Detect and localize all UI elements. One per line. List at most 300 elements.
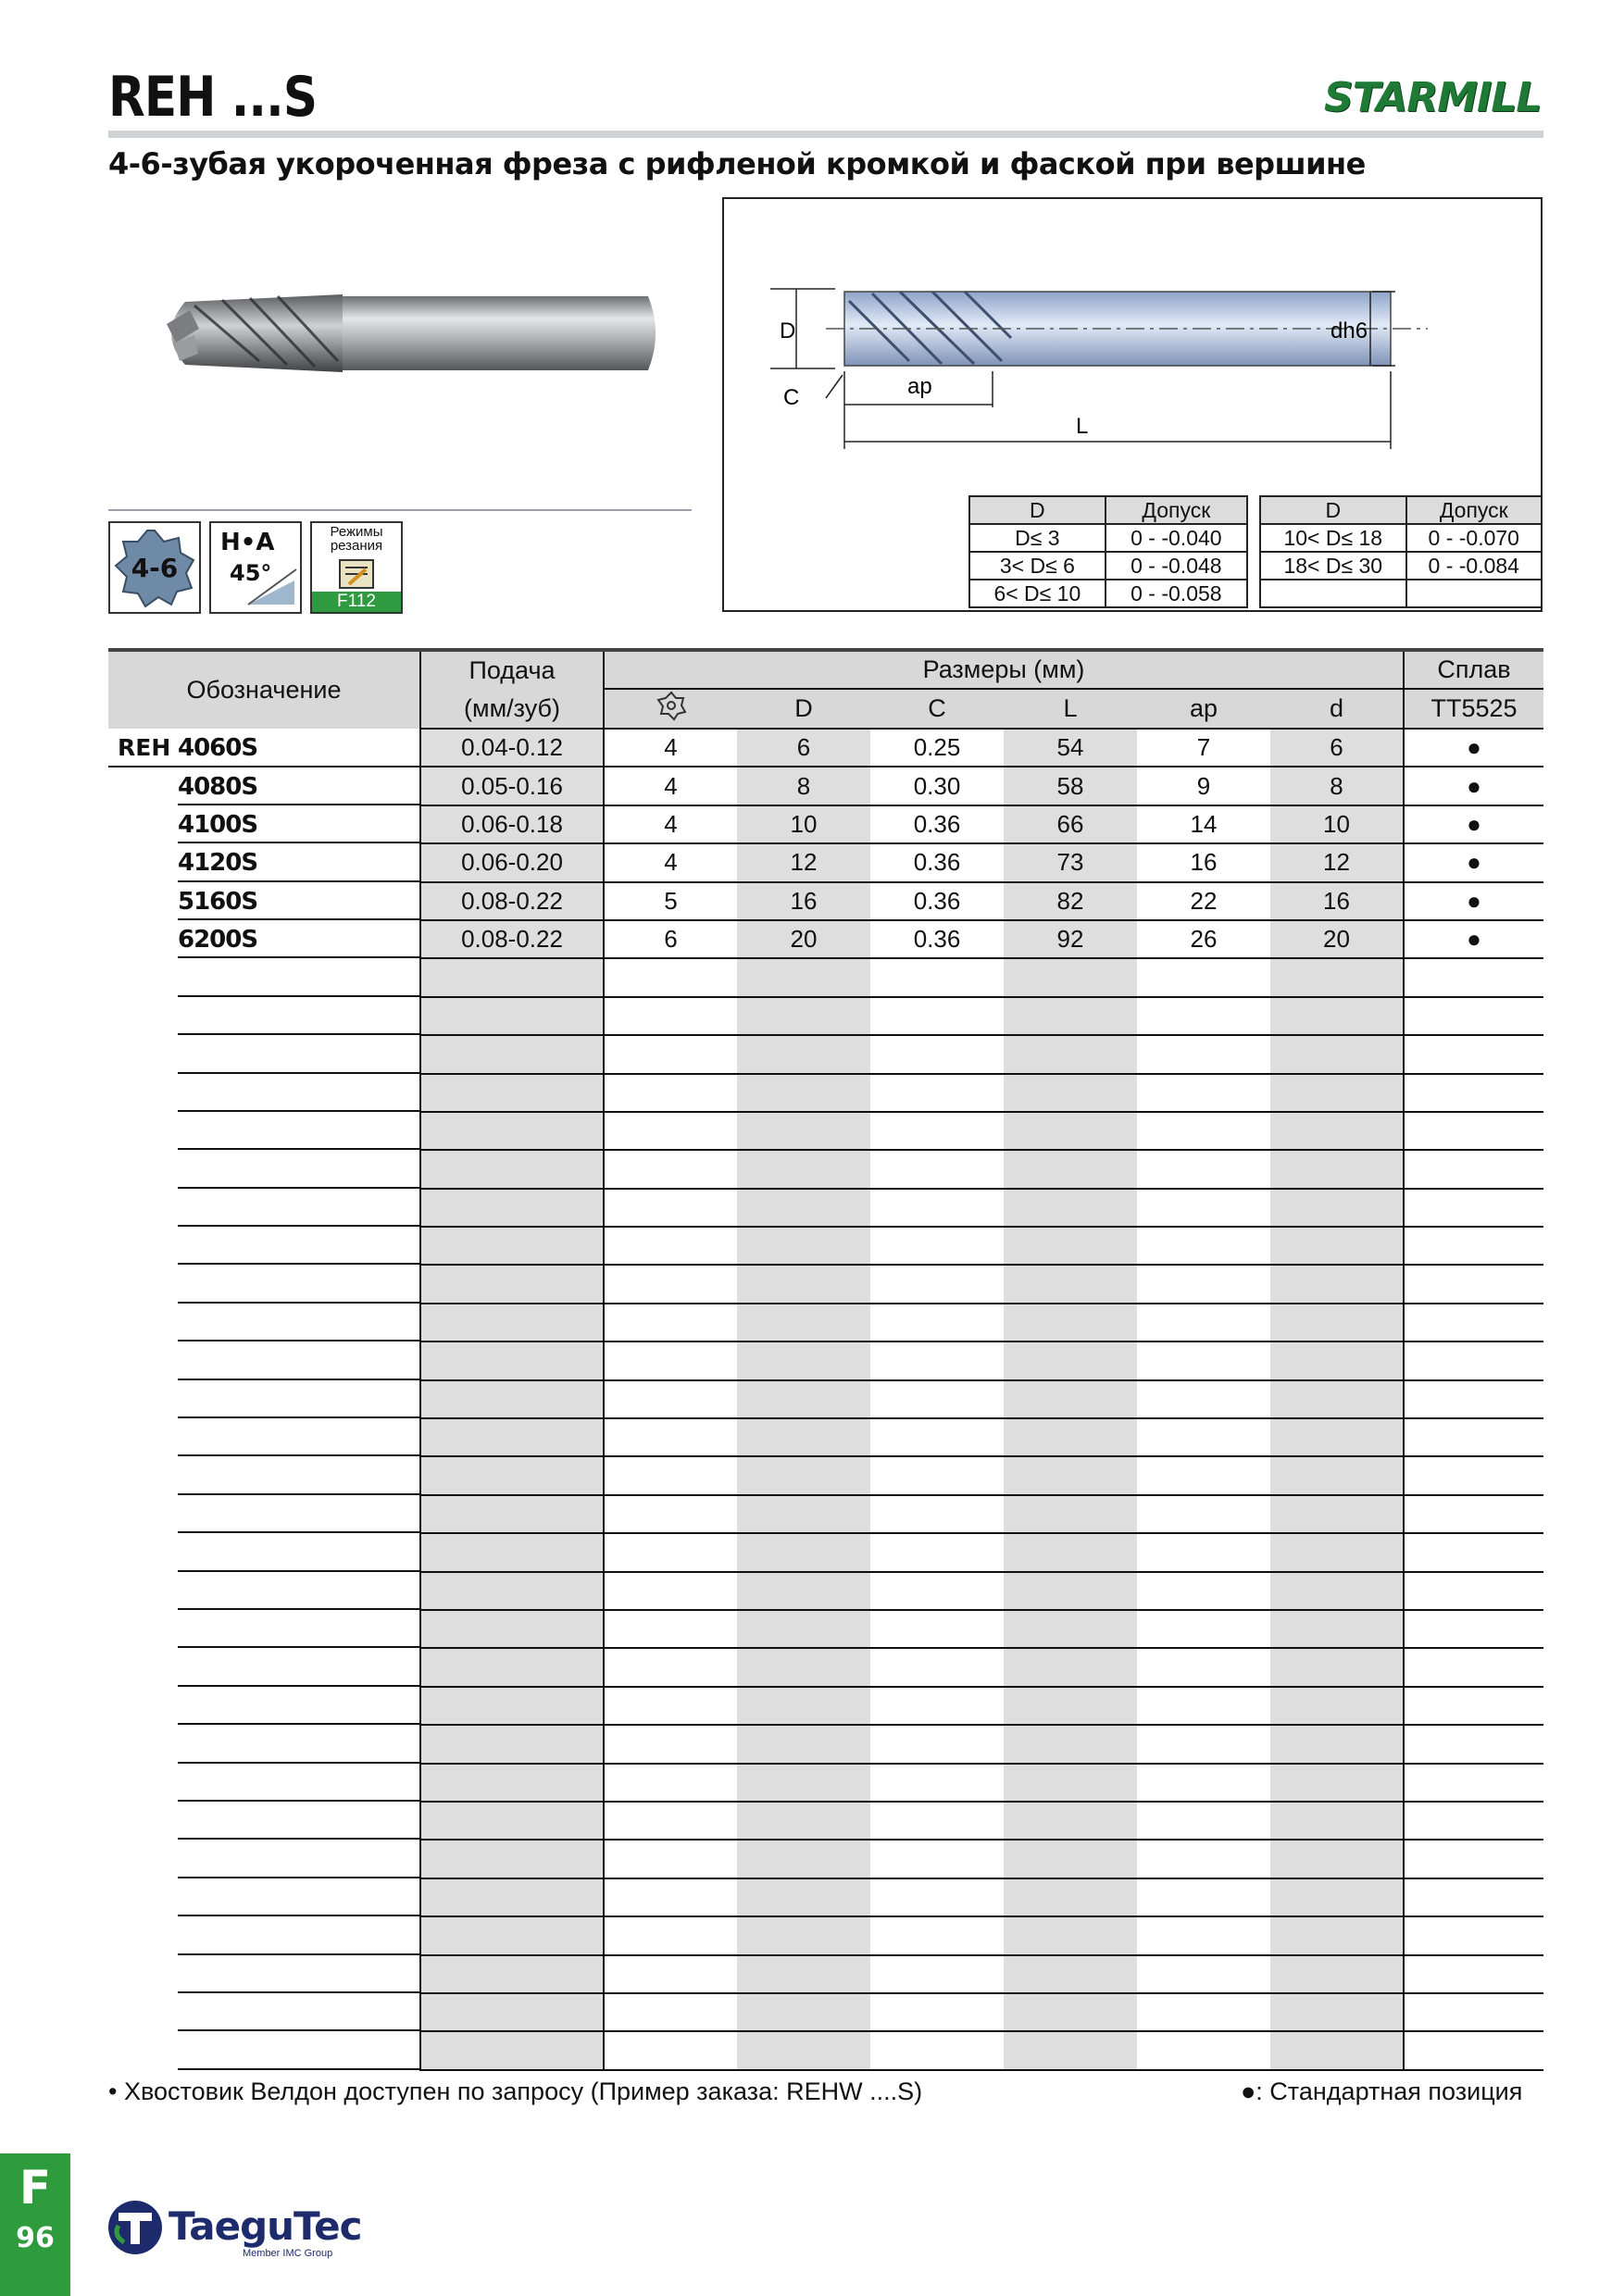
feed-cell — [420, 1840, 604, 1878]
dimension-cell-ap — [1137, 1189, 1270, 1227]
dimension-cell-z — [604, 1495, 737, 1533]
designation-cell — [108, 1074, 420, 1112]
feed-cell — [420, 2031, 604, 2069]
dimension-cell-C — [870, 1304, 1004, 1341]
dimension-cell-d — [1270, 1265, 1404, 1303]
flute-count-label: 4-6 — [131, 553, 179, 583]
product-code: 6200S — [178, 926, 258, 955]
dimension-cell-z — [604, 1993, 737, 2031]
table-row — [108, 1725, 1543, 1763]
dimension-cell-C — [870, 1878, 1004, 1916]
feed-cell — [420, 1456, 604, 1494]
dimension-cell-d — [1270, 1878, 1404, 1916]
stock-indicator: ● — [1404, 729, 1543, 767]
designation-cell — [108, 1533, 420, 1571]
dimension-cell-d — [1270, 1380, 1404, 1418]
feed-cell: 0.05-0.16 — [420, 767, 604, 805]
dimension-cell-C — [870, 1227, 1004, 1265]
feed-cell — [420, 1150, 604, 1188]
dimension-cell-z — [604, 1150, 737, 1188]
feed-cell — [420, 1112, 604, 1150]
dimension-cell-C: 0.30 — [870, 767, 1004, 805]
dimension-cell-D — [737, 2031, 870, 2069]
stock-indicator — [1404, 1687, 1543, 1725]
dimension-cell-L — [1004, 1916, 1137, 1954]
dimension-cell-L — [1004, 2031, 1137, 2069]
designation-cell — [108, 1304, 420, 1341]
dimension-cell-z — [604, 1802, 737, 1840]
stock-indicator — [1404, 2031, 1543, 2069]
dimension-cell-L: 92 — [1004, 920, 1137, 958]
stock-indicator: ● — [1404, 805, 1543, 843]
dimension-cell-L: 73 — [1004, 843, 1137, 881]
dimension-cell-D — [737, 1764, 870, 1802]
feed-cell — [420, 1687, 604, 1725]
dimension-cell-z — [604, 1112, 737, 1150]
table-row — [108, 1418, 1543, 1456]
dimension-cell-C — [870, 1687, 1004, 1725]
dimension-cell-C — [870, 958, 1004, 996]
dimension-cell-ap — [1137, 1955, 1270, 1993]
stock-indicator — [1404, 1265, 1543, 1303]
product-code: 4080S — [178, 773, 258, 802]
dimension-cell-D — [737, 1916, 870, 1954]
stock-indicator — [1404, 1074, 1543, 1112]
dimension-cell-D — [737, 1112, 870, 1150]
stock-indicator — [1404, 1304, 1543, 1341]
table-row — [108, 1648, 1543, 1686]
table-row — [108, 1074, 1543, 1112]
tool-drawing — [724, 199, 1541, 495]
feed-cell — [420, 1074, 604, 1112]
dimension-cell-L — [1004, 1840, 1137, 1878]
designation-cell — [108, 1265, 420, 1303]
cutting-conditions-code: F112 — [312, 592, 401, 612]
dimension-cell-d: 8 — [1270, 767, 1404, 805]
header-feed-unit: (мм/зуб) — [420, 689, 604, 729]
header-col-D: D — [737, 689, 870, 729]
dimension-cell-ap — [1137, 1533, 1270, 1571]
dimension-cell-ap — [1137, 1150, 1270, 1188]
stock-indicator — [1404, 1802, 1543, 1840]
section-tab — [0, 2153, 70, 2296]
dimension-cell-ap: 14 — [1137, 805, 1270, 843]
dimension-cell-z — [604, 1610, 737, 1648]
dimension-cell-d — [1270, 1572, 1404, 1610]
end-mill-photo — [148, 268, 667, 398]
dimension-cell-C — [870, 2031, 1004, 2069]
dimension-cell-d — [1270, 1648, 1404, 1686]
dimension-cell-ap — [1137, 1035, 1270, 1073]
dimension-cell-L — [1004, 1341, 1137, 1379]
dimension-cell-z — [604, 1725, 737, 1763]
table-row — [108, 1916, 1543, 1954]
header-dimensions: Размеры (мм) — [604, 650, 1404, 689]
designation-cell — [108, 1802, 420, 1840]
dimension-cell-C — [870, 1725, 1004, 1763]
designation-cell — [108, 1035, 420, 1073]
dimension-cell-C: 0.36 — [870, 843, 1004, 881]
dimension-cell-d — [1270, 1725, 1404, 1763]
dimension-cell-D: 8 — [737, 767, 870, 805]
dimension-cell-d — [1270, 1150, 1404, 1188]
dimension-cell-C: 0.36 — [870, 882, 1004, 920]
dimension-cell-d — [1270, 1533, 1404, 1571]
feed-cell — [420, 1916, 604, 1954]
company-name: TaeguTec — [169, 2203, 362, 2249]
designation-cell — [108, 882, 420, 920]
designation-cell — [108, 1648, 420, 1686]
designation-cell — [108, 767, 420, 805]
dimension-cell-C — [870, 1802, 1004, 1840]
dimension-cell-ap — [1137, 958, 1270, 996]
stock-indicator — [1404, 1840, 1543, 1878]
dimension-cell-ap — [1137, 1687, 1270, 1725]
dimension-cell-d — [1270, 1418, 1404, 1456]
dimension-cell-L — [1004, 997, 1137, 1035]
designation-cell — [108, 1955, 420, 1993]
flute-count-icon — [108, 521, 201, 614]
dimension-cell-ap — [1137, 2031, 1270, 2069]
icons-rule — [108, 509, 692, 511]
dimension-cell-L — [1004, 1610, 1137, 1648]
table-row — [108, 1955, 1543, 1993]
dimension-cell-d — [1270, 1955, 1404, 1993]
dimension-cell-D — [737, 1610, 870, 1648]
dimension-cell-D — [737, 1304, 870, 1341]
company-subtitle: Member IMC Group — [243, 2248, 333, 2259]
dimension-cell-d — [1270, 1074, 1404, 1112]
dimension-cell-z — [604, 2031, 737, 2069]
header-col-ap: ap — [1137, 689, 1270, 729]
dimension-cell-ap — [1137, 1993, 1270, 2031]
dimension-cell-C — [870, 1572, 1004, 1610]
dimension-cell-d — [1270, 2031, 1404, 2069]
stock-indicator — [1404, 958, 1543, 996]
dimension-cell-C: 0.25 — [870, 729, 1004, 767]
table-row — [108, 729, 1543, 767]
angle-icon — [211, 523, 300, 612]
dimension-cell-L — [1004, 1189, 1137, 1227]
dimension-cell-z — [604, 1418, 737, 1456]
book-icon — [338, 558, 375, 590]
designation-cell — [108, 1227, 420, 1265]
designation-cell — [108, 1341, 420, 1379]
dimension-cell-ap — [1137, 1265, 1270, 1303]
stock-indicator: ● — [1404, 920, 1543, 958]
feed-cell — [420, 1418, 604, 1456]
dimension-cell-L — [1004, 1495, 1137, 1533]
dimension-cell-z — [604, 1648, 737, 1686]
dimension-cell-D — [737, 1878, 870, 1916]
series-prefix: REH — [118, 733, 171, 761]
dimension-cell-d — [1270, 1764, 1404, 1802]
feed-cell: 0.06-0.18 — [420, 805, 604, 843]
dimension-cell-L — [1004, 1112, 1137, 1150]
dimension-cell-z — [604, 1840, 737, 1878]
table-row — [108, 1265, 1543, 1303]
feed-cell — [420, 1533, 604, 1571]
dimension-cell-d: 16 — [1270, 882, 1404, 920]
product-code: 4120S — [178, 849, 258, 878]
cutting-conditions-icon[interactable] — [310, 521, 403, 614]
designation-cell — [108, 1610, 420, 1648]
dimension-cell-z — [604, 997, 737, 1035]
dimension-cell-z — [604, 1955, 737, 1993]
designation-cell — [108, 1418, 420, 1456]
dimension-cell-D — [737, 958, 870, 996]
dimension-cell-z — [604, 1227, 737, 1265]
header-grade: TT5525 — [1404, 689, 1543, 729]
header-alloy: Сплав — [1404, 650, 1543, 689]
product-code: 4100S — [178, 810, 258, 839]
dimension-cell-C — [870, 1610, 1004, 1648]
dimension-cell-ap — [1137, 1227, 1270, 1265]
feed-cell: 0.06-0.20 — [420, 843, 604, 881]
dimension-cell-d — [1270, 1112, 1404, 1150]
dimension-cell-C — [870, 1456, 1004, 1494]
stock-indicator — [1404, 1189, 1543, 1227]
dimension-cell-L — [1004, 1802, 1137, 1840]
dimension-cell-d — [1270, 958, 1404, 996]
dimension-cell-L — [1004, 1533, 1137, 1571]
table-row — [108, 1495, 1543, 1533]
dimension-cell-ap: 26 — [1137, 920, 1270, 958]
dimension-cell-D — [737, 1456, 870, 1494]
dimension-cell-D: 12 — [737, 843, 870, 881]
dimension-cell-d — [1270, 1189, 1404, 1227]
stock-indicator: ● — [1404, 843, 1543, 881]
table-row — [108, 1572, 1543, 1610]
dimension-cell-ap — [1137, 1764, 1270, 1802]
product-code: 5160S — [178, 887, 258, 916]
dimension-cell-ap: 9 — [1137, 767, 1270, 805]
tolerance-table-left: D Допуск D≤ 3 0 - -0.040 3< D≤ 6 0 - -0.048 6< D≤ 10 0 - -0.058 — [968, 495, 1248, 608]
stock-indicator — [1404, 1456, 1543, 1494]
designation-cell — [108, 958, 420, 996]
table-row — [108, 1687, 1543, 1725]
stock-indicator — [1404, 1993, 1543, 2031]
dimension-cell-z — [604, 1533, 737, 1571]
dimension-cell-C — [870, 1993, 1004, 2031]
designation-cell — [108, 1993, 420, 2031]
dimension-cell-C — [870, 1955, 1004, 1993]
stock-indicator — [1404, 1533, 1543, 1571]
dimension-cell-C — [870, 1418, 1004, 1456]
table-row — [108, 1802, 1543, 1840]
stock-indicator — [1404, 1150, 1543, 1188]
flute-symbol-icon — [604, 689, 737, 729]
dimension-cell-d — [1270, 1687, 1404, 1725]
designation-cell — [108, 1878, 420, 1916]
dimension-cell-D — [737, 1265, 870, 1303]
tolerance-table-right: D Допуск 10< D≤ 18 0 - -0.070 18< D≤ 30 0 - -0.084 — [1259, 495, 1543, 608]
table-row — [108, 1035, 1543, 1073]
dimension-cell-C — [870, 1380, 1004, 1418]
table-row — [108, 882, 1543, 920]
dimension-cell-L — [1004, 1380, 1137, 1418]
dimension-cell-C — [870, 1035, 1004, 1073]
dimension-cell-ap — [1137, 1572, 1270, 1610]
dimension-cell-D — [737, 1495, 870, 1533]
dimension-cell-z — [604, 1572, 737, 1610]
dimension-cell-z: 4 — [604, 805, 737, 843]
designation-cell — [108, 1916, 420, 1954]
dimension-cell-L: 82 — [1004, 882, 1137, 920]
dimension-cell-C — [870, 1533, 1004, 1571]
feed-cell — [420, 1341, 604, 1379]
designation-cell — [108, 920, 420, 958]
dimension-cell-ap: 16 — [1137, 843, 1270, 881]
designation-cell — [108, 997, 420, 1035]
dimension-cell-D — [737, 1648, 870, 1686]
dimension-cell-D — [737, 997, 870, 1035]
dimension-diagram — [722, 197, 1543, 612]
dimension-cell-d: 10 — [1270, 805, 1404, 843]
dimension-cell-L — [1004, 1878, 1137, 1916]
dimension-cell-z — [604, 958, 737, 996]
stock-indicator — [1404, 1916, 1543, 1954]
dimension-cell-ap — [1137, 1112, 1270, 1150]
feed-cell — [420, 1993, 604, 2031]
dimension-cell-D — [737, 1725, 870, 1763]
designation-cell — [108, 1112, 420, 1150]
dimension-cell-ap — [1137, 1610, 1270, 1648]
stock-indicator — [1404, 1648, 1543, 1686]
cutting-conditions-label: Режимы резания — [330, 524, 383, 554]
dimension-cell-ap — [1137, 1725, 1270, 1763]
legend-note: ●: Стандартная позиция — [1241, 2078, 1523, 2105]
dimension-cell-L — [1004, 1418, 1137, 1456]
dimension-cell-d — [1270, 1802, 1404, 1840]
dimension-cell-d — [1270, 997, 1404, 1035]
dimension-cell-C — [870, 1840, 1004, 1878]
dimension-cell-L — [1004, 1764, 1137, 1802]
designation-cell — [108, 1572, 420, 1610]
dimension-cell-d — [1270, 1304, 1404, 1341]
feed-cell — [420, 1725, 604, 1763]
dim-L: L — [1076, 414, 1089, 439]
dimension-cell-z: 4 — [604, 843, 737, 881]
dimension-cell-d — [1270, 1495, 1404, 1533]
dimension-cell-ap — [1137, 1840, 1270, 1878]
designation-cell — [108, 1725, 420, 1763]
dimension-cell-ap: 22 — [1137, 882, 1270, 920]
dimension-cell-L — [1004, 1725, 1137, 1763]
dimension-cell-z — [604, 1764, 737, 1802]
header-col-d: d — [1270, 689, 1404, 729]
dimension-cell-z: 4 — [604, 767, 737, 805]
dimension-cell-d — [1270, 1341, 1404, 1379]
dimension-cell-d — [1270, 1227, 1404, 1265]
table-row — [108, 1150, 1543, 1188]
feed-cell — [420, 958, 604, 996]
dimension-cell-d — [1270, 1456, 1404, 1494]
dimension-cell-D — [737, 1227, 870, 1265]
dimension-cell-z — [604, 1687, 737, 1725]
helix-angle-value: 45° — [230, 560, 272, 586]
dimension-cell-C — [870, 1112, 1004, 1150]
header-col-L: L — [1004, 689, 1137, 729]
dimension-cell-L: 66 — [1004, 805, 1137, 843]
feed-cell — [420, 1955, 604, 1993]
feed-cell — [420, 1304, 604, 1341]
dimension-cell-ap — [1137, 1456, 1270, 1494]
dimension-cell-ap — [1137, 997, 1270, 1035]
dimension-cell-z: 6 — [604, 920, 737, 958]
dimension-cell-C: 0.36 — [870, 805, 1004, 843]
dimension-cell-D — [737, 1189, 870, 1227]
designation-cell — [108, 729, 420, 767]
feed-cell — [420, 1610, 604, 1648]
dimension-cell-d — [1270, 1916, 1404, 1954]
dimension-cell-L: 54 — [1004, 729, 1137, 767]
stock-indicator — [1404, 1764, 1543, 1802]
dimension-cell-L — [1004, 1227, 1137, 1265]
dimension-cell-L: 58 — [1004, 767, 1137, 805]
stock-indicator — [1404, 1572, 1543, 1610]
company-logo — [106, 2198, 383, 2263]
dimension-cell-C — [870, 1150, 1004, 1188]
stock-indicator — [1404, 1227, 1543, 1265]
dimension-cell-C — [870, 1764, 1004, 1802]
stock-indicator — [1404, 1610, 1543, 1648]
table-row — [108, 1112, 1543, 1150]
designation-cell — [108, 1687, 420, 1725]
designation-cell — [108, 805, 420, 843]
designation-cell — [108, 1764, 420, 1802]
stock-indicator — [1404, 1341, 1543, 1379]
feed-cell — [420, 1648, 604, 1686]
dimension-cell-z — [604, 1916, 737, 1954]
dimension-cell-z — [604, 1265, 737, 1303]
dimension-cell-D — [737, 1418, 870, 1456]
dimension-cell-C — [870, 1495, 1004, 1533]
product-table — [108, 648, 1543, 2071]
table-row — [108, 1764, 1543, 1802]
dimension-cell-z — [604, 1304, 737, 1341]
dimension-cell-D — [737, 1572, 870, 1610]
dimension-cell-d — [1270, 1993, 1404, 2031]
table-row — [108, 1341, 1543, 1379]
feed-cell — [420, 1189, 604, 1227]
dimension-cell-L — [1004, 1648, 1137, 1686]
dimension-cell-C — [870, 1341, 1004, 1379]
dimension-cell-L — [1004, 1993, 1137, 2031]
dimension-cell-d — [1270, 1035, 1404, 1073]
dimension-cell-z — [604, 1341, 737, 1379]
header-col-C: C — [870, 689, 1004, 729]
table-row — [108, 1840, 1543, 1878]
designation-cell — [108, 1189, 420, 1227]
stock-indicator — [1404, 1418, 1543, 1456]
stock-indicator — [1404, 997, 1543, 1035]
dimension-cell-D — [737, 1840, 870, 1878]
designation-cell — [108, 1456, 420, 1494]
dimension-cell-L — [1004, 1572, 1137, 1610]
dimension-cell-z — [604, 1878, 737, 1916]
dim-d: dh6 — [1330, 318, 1368, 343]
helix-label: H•A — [220, 529, 275, 556]
dimension-cell-L — [1004, 1955, 1137, 1993]
table-row — [108, 1993, 1543, 2031]
dimension-cell-ap — [1137, 1802, 1270, 1840]
dimension-cell-L — [1004, 1150, 1137, 1188]
dimension-cell-L — [1004, 1456, 1137, 1494]
stock-indicator — [1404, 1112, 1543, 1150]
stock-indicator — [1404, 1878, 1543, 1916]
dimension-cell-L — [1004, 1265, 1137, 1303]
